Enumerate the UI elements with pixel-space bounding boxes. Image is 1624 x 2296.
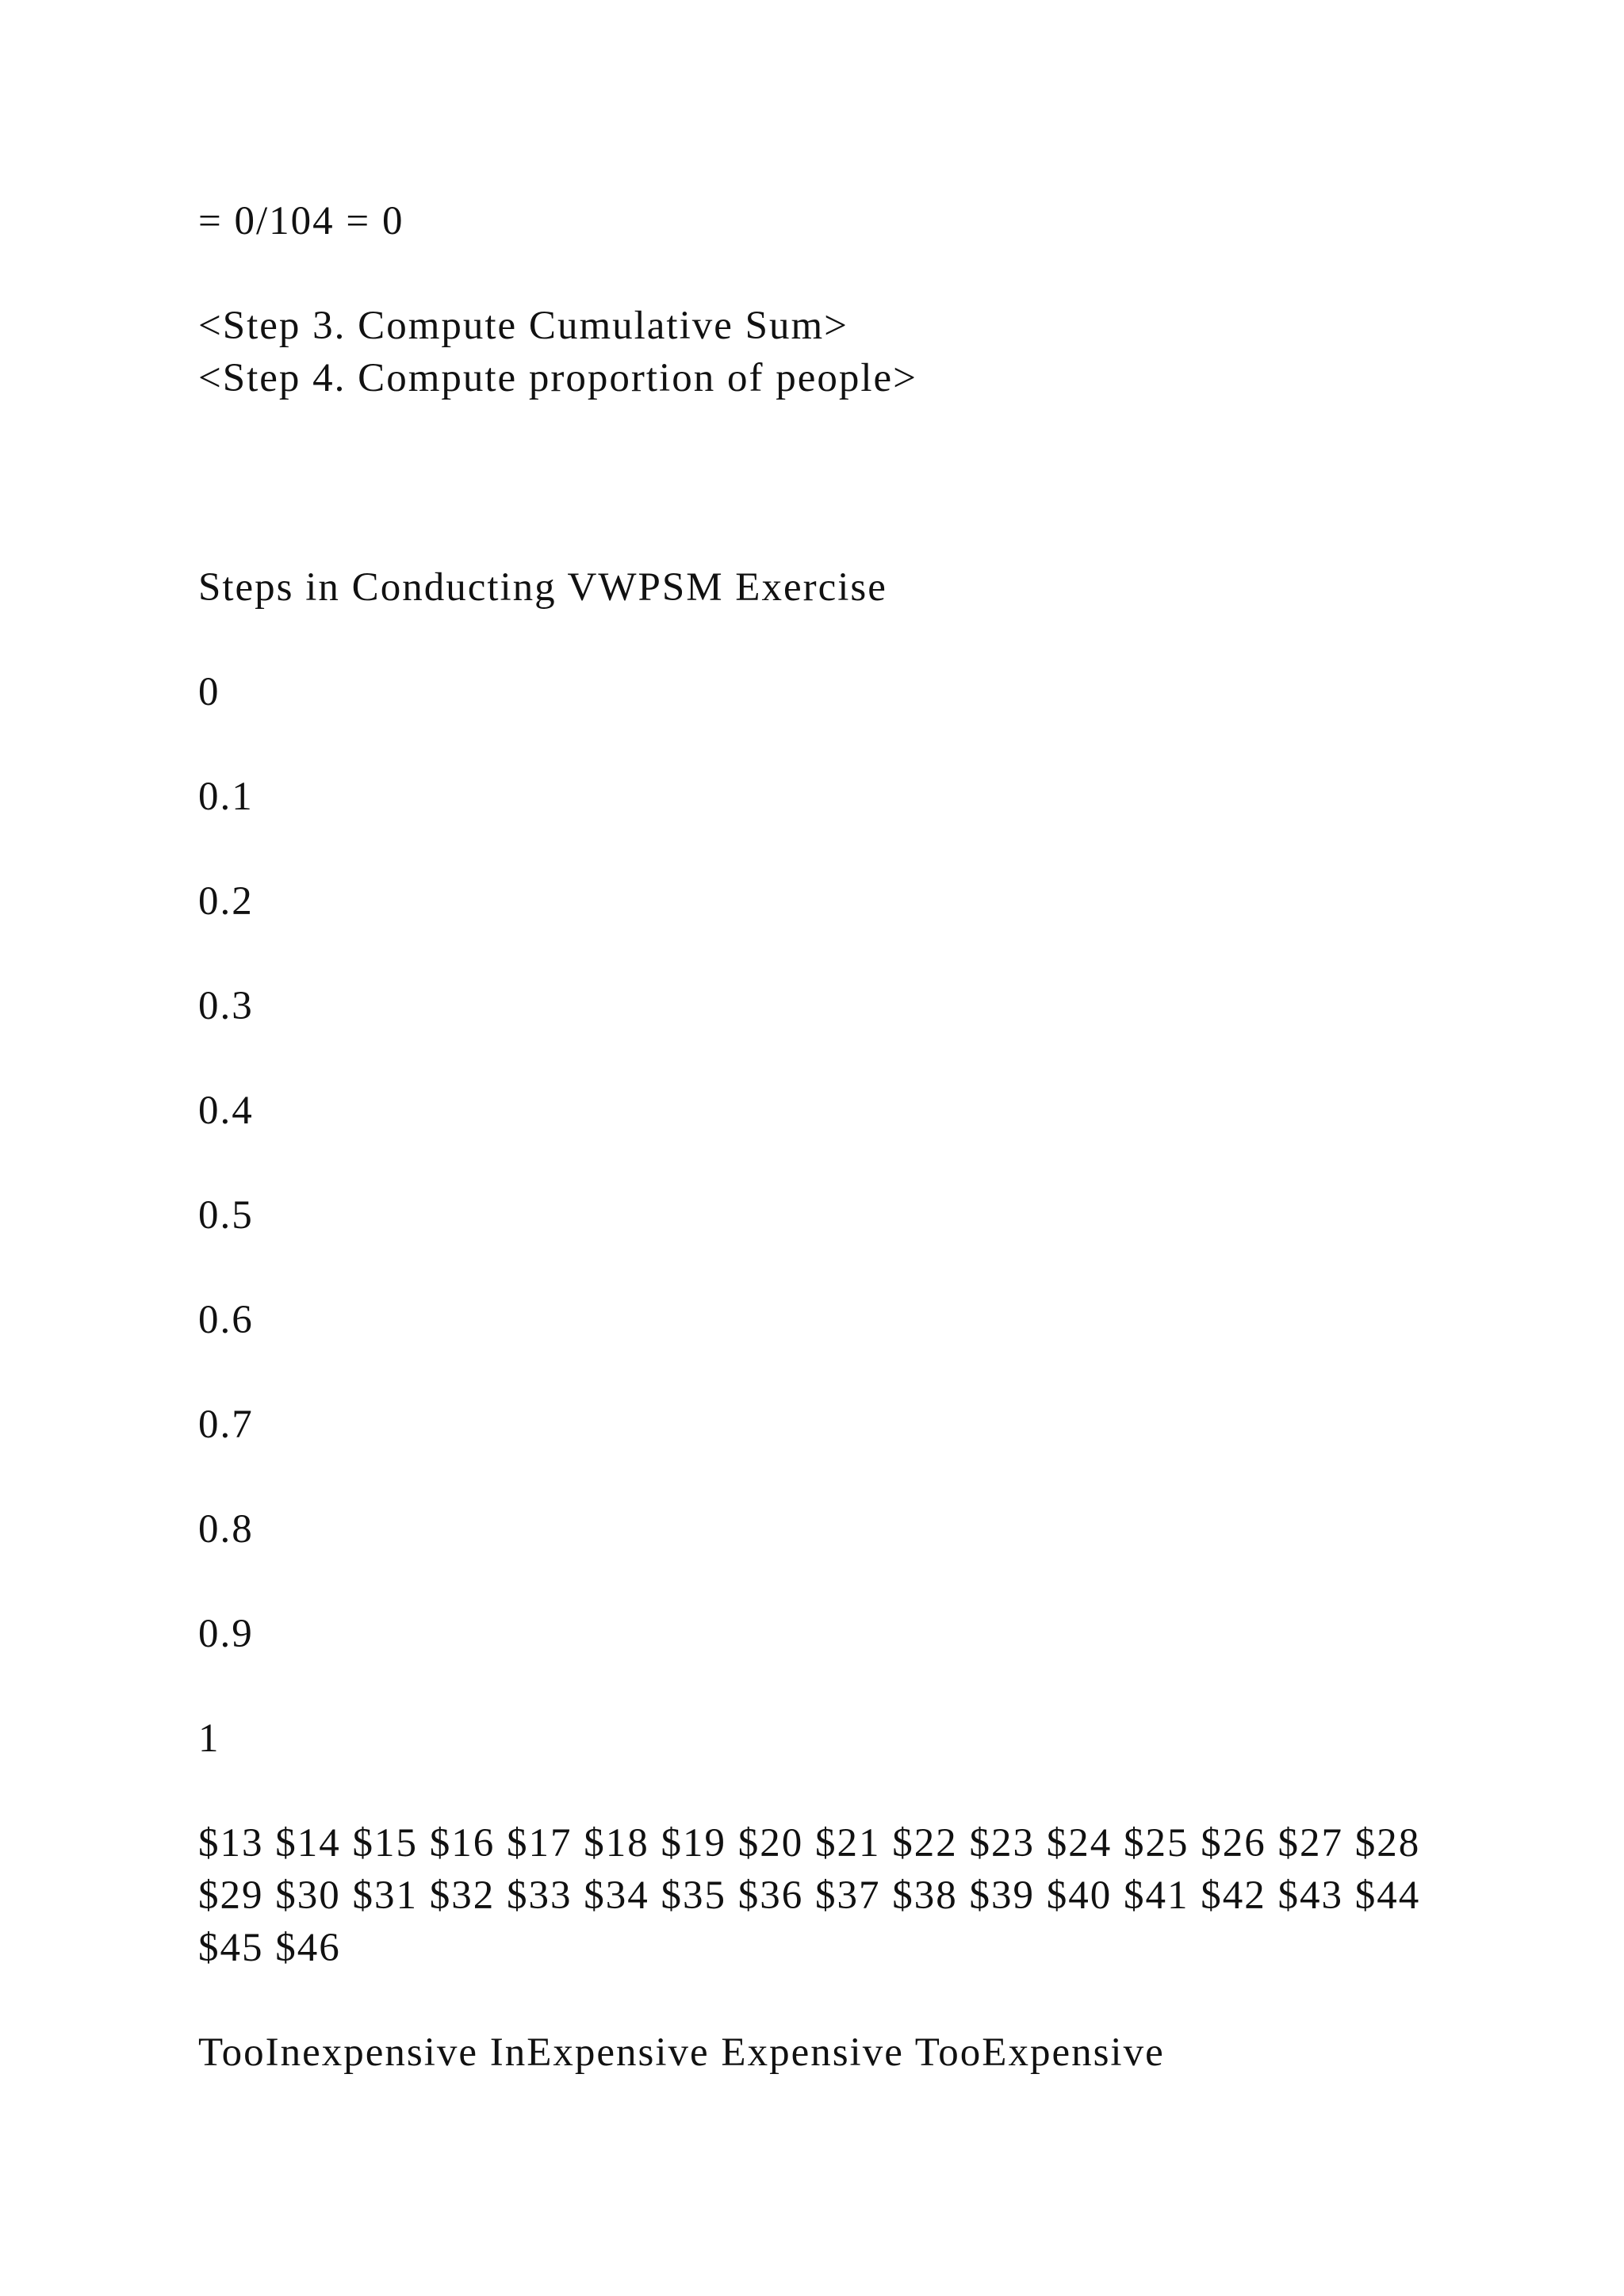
x-tick-labels: $13 $14 $15 $16 $17 $18 $19 $20 $21 $22 $23 $24 $25 $26 $27 $28 $29 $30 $31 $32 $33 $34 $35 $36 $37 $38 $39 $40 $41 $42 $43 $44 $45 $46 [198, 1821, 1421, 1970]
y-tick-label: 0.6 [198, 1298, 254, 1342]
y-tick-label: 0 [198, 670, 220, 714]
y-tick-label: 0.4 [198, 1089, 254, 1133]
legend-entries: TooInexpensive InExpensive Expensive TooExpensive [198, 2030, 1165, 2075]
y-tick-label: 1 [198, 1716, 220, 1761]
step-3-heading: <Step 3. Compute Cumulative Sum> [198, 304, 848, 348]
y-tick-label: 0.5 [198, 1193, 254, 1238]
y-tick-label: 0.7 [198, 1402, 254, 1447]
y-tick-label: 0.3 [198, 984, 254, 1028]
y-tick-label: 0.9 [198, 1612, 254, 1656]
y-tick-label: 0.1 [198, 775, 254, 819]
y-tick-label: 0.8 [198, 1507, 254, 1552]
equation-line: = 0/104 = 0 [198, 199, 404, 243]
y-tick-label: 0.2 [198, 879, 254, 924]
chart-title: Steps in Conducting VWPSM Exercise [198, 565, 887, 610]
step-4-heading: <Step 4. Compute proportion of people> [198, 356, 917, 400]
